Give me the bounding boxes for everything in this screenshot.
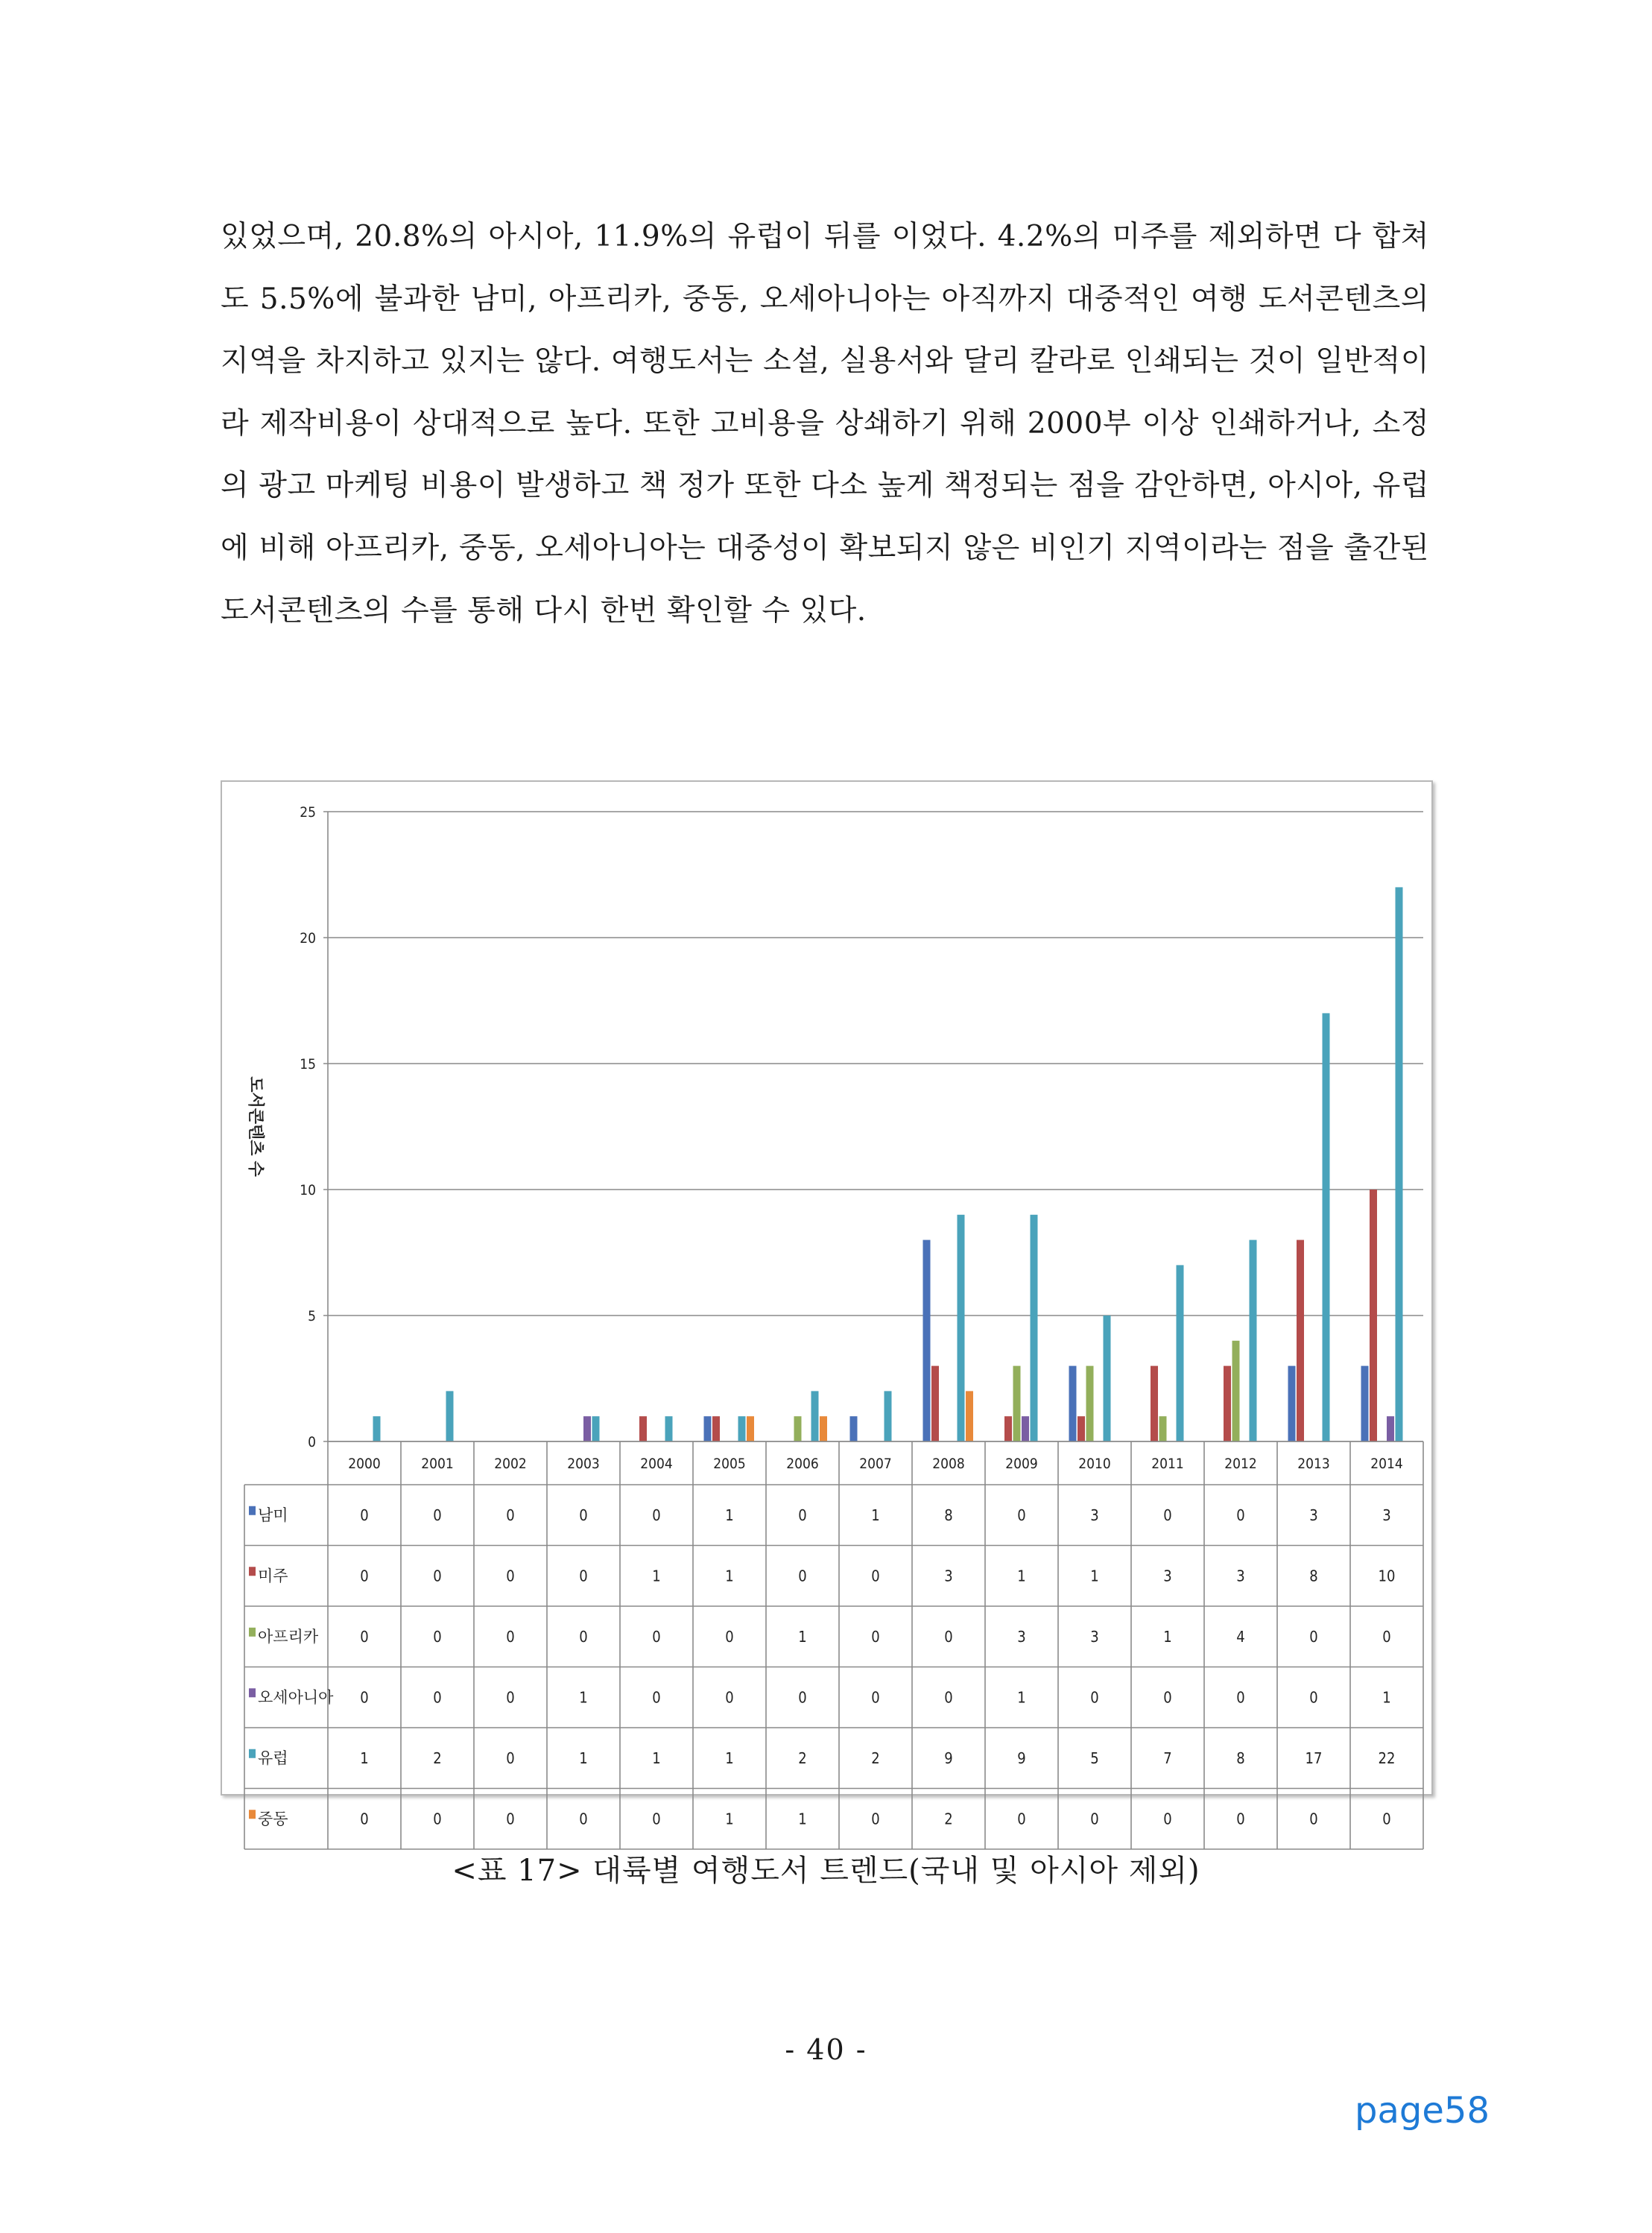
x-tick-label: 2013 <box>1297 1456 1330 1472</box>
data-cell: 0 <box>871 1567 880 1585</box>
y-axis-label: 도서콘텐츠 수 <box>246 1076 265 1177</box>
bar-오세아니아-2009 <box>1022 1416 1029 1441</box>
data-cell: 1 <box>725 1749 734 1767</box>
bar-아프리카-2006 <box>794 1416 802 1441</box>
y-tick-label: 15 <box>300 1056 316 1073</box>
data-cell: 3 <box>1090 1506 1099 1524</box>
bar-미주-2005 <box>712 1416 720 1441</box>
data-cell: 0 <box>579 1810 588 1828</box>
bar-유럽-2007 <box>884 1391 892 1441</box>
data-cell: 3 <box>944 1567 953 1585</box>
legend-label: 남미 <box>258 1506 288 1524</box>
data-cell: 3 <box>1236 1567 1245 1585</box>
data-cell: 0 <box>360 1506 369 1524</box>
data-cell: 0 <box>871 1627 880 1646</box>
data-cell: 3 <box>1017 1627 1026 1646</box>
bar-유럽-2001 <box>446 1391 454 1441</box>
bar-유럽-2011 <box>1177 1265 1184 1441</box>
data-cell: 9 <box>1017 1749 1026 1767</box>
bar-남미-2010 <box>1069 1366 1077 1441</box>
data-cell: 2 <box>871 1749 880 1767</box>
data-cell: 8 <box>1309 1567 1318 1585</box>
data-cell: 0 <box>1163 1506 1172 1524</box>
data-cell: 2 <box>944 1810 953 1828</box>
legend-swatch-미주 <box>249 1567 256 1576</box>
data-cell: 0 <box>725 1688 734 1707</box>
data-cell: 0 <box>1163 1810 1172 1828</box>
data-cell: 0 <box>1017 1810 1026 1828</box>
data-cell: 8 <box>944 1506 953 1524</box>
data-cell: 0 <box>433 1810 442 1828</box>
bar-남미-2005 <box>704 1416 712 1441</box>
data-cell: 0 <box>652 1810 661 1828</box>
bar-아프리카-2012 <box>1232 1341 1240 1441</box>
y-tick-label: 20 <box>300 930 316 947</box>
bar-남미-2013 <box>1288 1366 1296 1441</box>
data-cell: 0 <box>1309 1627 1318 1646</box>
data-cell: 1 <box>798 1810 807 1828</box>
data-cell: 1 <box>1163 1627 1172 1646</box>
data-cell: 0 <box>871 1688 880 1707</box>
y-tick-labels <box>300 804 316 1450</box>
data-cell: 0 <box>506 1506 515 1524</box>
data-cell: 0 <box>579 1627 588 1646</box>
data-cell: 10 <box>1378 1567 1396 1585</box>
data-cell: 0 <box>579 1506 588 1524</box>
x-tick-label: 2002 <box>494 1456 527 1472</box>
bars <box>373 887 1403 1441</box>
data-cell: 0 <box>506 1749 515 1767</box>
bar-유럽-2000 <box>373 1416 381 1441</box>
data-cell: 0 <box>579 1567 588 1585</box>
x-tick-label: 2001 <box>421 1456 454 1472</box>
data-cell: 3 <box>1382 1506 1391 1524</box>
data-cell: 5 <box>1090 1749 1099 1767</box>
legend-label: 오세아니아 <box>258 1688 334 1707</box>
bar-남미-2007 <box>850 1416 858 1441</box>
x-tick-label: 2003 <box>567 1456 600 1472</box>
data-cell: 4 <box>1236 1627 1245 1646</box>
bar-미주-2013 <box>1297 1240 1304 1441</box>
data-cell: 0 <box>506 1567 515 1585</box>
bar-중동-2006 <box>820 1416 827 1441</box>
y-tick-label: 5 <box>308 1308 316 1324</box>
bar-중동-2008 <box>966 1391 973 1441</box>
data-cell: 0 <box>1090 1688 1099 1707</box>
bar-오세아니아-2014 <box>1387 1416 1394 1441</box>
data-cell: 0 <box>944 1688 953 1707</box>
data-cell: 0 <box>360 1810 369 1828</box>
data-cell: 3 <box>1090 1627 1099 1646</box>
data-cell: 0 <box>360 1627 369 1646</box>
bar-유럽-2004 <box>665 1416 673 1441</box>
data-cell: 0 <box>1236 1688 1245 1707</box>
data-cell: 7 <box>1163 1749 1172 1767</box>
data-cell: 0 <box>360 1688 369 1707</box>
legend-label: 중동 <box>258 1810 288 1828</box>
gridlines <box>323 812 1423 1441</box>
data-cell: 1 <box>652 1749 661 1767</box>
data-cell: 0 <box>652 1627 661 1646</box>
data-cell: 0 <box>506 1627 515 1646</box>
legend-label: 아프리카 <box>258 1627 319 1646</box>
bar-오세아니아-2003 <box>583 1416 591 1441</box>
data-cell: 0 <box>1309 1810 1318 1828</box>
data-cell: 0 <box>798 1506 807 1524</box>
data-cell: 0 <box>1236 1506 1245 1524</box>
bar-아프리카-2011 <box>1159 1416 1167 1441</box>
data-cell: 2 <box>433 1749 442 1767</box>
data-cell: 17 <box>1305 1749 1323 1767</box>
body-paragraph: 있었으며, 20.8%의 아시아, 11.9%의 유럽이 뒤를 이었다. 4.2%의 미주를 제외하면 다 합쳐도 5.5%에 불과한 남미, 아프리카, 중동, 오세아니아는 아직까지 대중적인 여행 도서콘텐츠의 지역을 차지하고 있지는 않다. 여행도서는 소설, 실용서와 달리 칼라로 인쇄되는 것이 일반적이라 제작비용이 상대적으로 높다. 또한 고비용을 상쇄하기 위해 2000부 이상 인쇄하거나, 소정의 광고 마케팅 비용이 발생하고 책 정가 또한 다소 높게 책정되는 점을 감안하면, 아시아, 유럽에 비해 아프리카, 중동, 오세아니아는 대중성이 확보되지 않은 비인기 지역이라는 점을 출간된 도서콘텐츠의 수를 통해 다시 한번 확인할 수 있다. <box>221 220 1429 628</box>
bar-유럽-2014 <box>1396 887 1403 1441</box>
bar-미주-2014 <box>1370 1190 1377 1441</box>
x-tick-label: 2004 <box>640 1456 673 1472</box>
data-cell: 0 <box>1236 1810 1245 1828</box>
bar-chart <box>222 782 1431 1828</box>
x-tick-label: 2005 <box>713 1456 746 1472</box>
data-cell: 0 <box>1017 1506 1026 1524</box>
bar-미주-2008 <box>931 1366 939 1441</box>
bar-유럽-2006 <box>811 1391 819 1441</box>
bar-미주-2011 <box>1151 1366 1158 1441</box>
page-tag: page58 <box>1355 2090 1490 2132</box>
data-cell: 1 <box>1382 1688 1391 1707</box>
data-table <box>244 1441 1423 1849</box>
legend-label: 유럽 <box>258 1749 288 1767</box>
legend-swatch-아프리카 <box>249 1628 256 1637</box>
bar-유럽-2013 <box>1323 1013 1330 1441</box>
data-cell: 0 <box>360 1567 369 1585</box>
data-cell: 0 <box>1382 1627 1391 1646</box>
bar-미주-2012 <box>1224 1366 1231 1441</box>
x-tick-label: 2008 <box>932 1456 965 1472</box>
data-cell: 8 <box>1236 1749 1245 1767</box>
bar-아프리카-2009 <box>1013 1366 1021 1441</box>
bar-미주-2010 <box>1077 1416 1085 1441</box>
data-cell: 0 <box>1090 1810 1099 1828</box>
y-tick-label: 0 <box>308 1434 316 1450</box>
data-cell: 0 <box>652 1506 661 1524</box>
bar-중동-2005 <box>747 1416 754 1441</box>
data-cell: 0 <box>433 1627 442 1646</box>
bar-유럽-2003 <box>592 1416 600 1441</box>
data-cell: 0 <box>433 1688 442 1707</box>
data-cell: 0 <box>1382 1810 1391 1828</box>
bar-아프리카-2010 <box>1086 1366 1094 1441</box>
data-cell: 1 <box>360 1749 369 1767</box>
page-number: - 40 - <box>785 2033 867 2066</box>
bar-미주-2004 <box>639 1416 647 1441</box>
x-tick-label: 2011 <box>1151 1456 1184 1472</box>
data-cell: 1 <box>725 1506 734 1524</box>
data-cell: 9 <box>944 1749 953 1767</box>
data-cell: 1 <box>725 1810 734 1828</box>
legend-label: 미주 <box>258 1567 288 1585</box>
data-cell: 1 <box>798 1627 807 1646</box>
chart-frame <box>221 780 1433 1828</box>
data-cell: 0 <box>433 1506 442 1524</box>
data-cell: 0 <box>798 1688 807 1707</box>
bar-남미-2008 <box>923 1240 931 1441</box>
x-tick-label: 2009 <box>1005 1456 1038 1472</box>
y-tick-label: 25 <box>300 804 316 821</box>
data-cell: 0 <box>506 1688 515 1707</box>
data-cell: 1 <box>579 1749 588 1767</box>
legend-swatch-오세아니아 <box>249 1688 256 1697</box>
data-cell: 3 <box>1309 1506 1318 1524</box>
data-cell: 0 <box>433 1567 442 1585</box>
data-cell: 22 <box>1378 1749 1396 1767</box>
data-cell: 3 <box>1163 1567 1172 1585</box>
table-caption: <표 17> 대륙별 여행도서 트렌드(국내 및 아시아 제외) <box>452 1854 1200 1888</box>
data-cell: 0 <box>725 1627 734 1646</box>
data-cell: 0 <box>1163 1688 1172 1707</box>
bar-유럽-2010 <box>1104 1316 1111 1441</box>
legend-swatch-유럽 <box>249 1749 256 1758</box>
data-cell: 1 <box>1090 1567 1099 1585</box>
data-cell: 0 <box>506 1810 515 1828</box>
legend-swatch-남미 <box>249 1506 256 1515</box>
data-cell: 0 <box>944 1627 953 1646</box>
data-cell: 1 <box>652 1567 661 1585</box>
x-tick-label: 2014 <box>1370 1456 1403 1472</box>
x-tick-label: 2010 <box>1078 1456 1111 1472</box>
x-tick-label: 2007 <box>859 1456 892 1472</box>
bar-남미-2014 <box>1361 1366 1369 1441</box>
x-tick-label: 2012 <box>1224 1456 1257 1472</box>
data-cell: 0 <box>798 1567 807 1585</box>
data-cell: 1 <box>1017 1567 1026 1585</box>
data-cell: 1 <box>579 1688 588 1707</box>
bar-유럽-2005 <box>738 1416 746 1441</box>
bar-유럽-2012 <box>1250 1240 1257 1441</box>
data-cell: 2 <box>798 1749 807 1767</box>
bar-유럽-2009 <box>1031 1215 1038 1441</box>
data-cell: 0 <box>871 1810 880 1828</box>
data-cell: 1 <box>725 1567 734 1585</box>
legend-swatch-중동 <box>249 1810 256 1819</box>
x-tick-label: 2006 <box>786 1456 819 1472</box>
data-cell: 1 <box>1017 1688 1026 1707</box>
y-tick-label: 10 <box>300 1182 316 1198</box>
data-cell: 0 <box>652 1688 661 1707</box>
bar-미주-2009 <box>1004 1416 1012 1441</box>
bar-유럽-2008 <box>958 1215 965 1441</box>
data-cell: 0 <box>1309 1688 1318 1707</box>
data-cell: 1 <box>871 1506 880 1524</box>
x-tick-label: 2000 <box>348 1456 381 1472</box>
